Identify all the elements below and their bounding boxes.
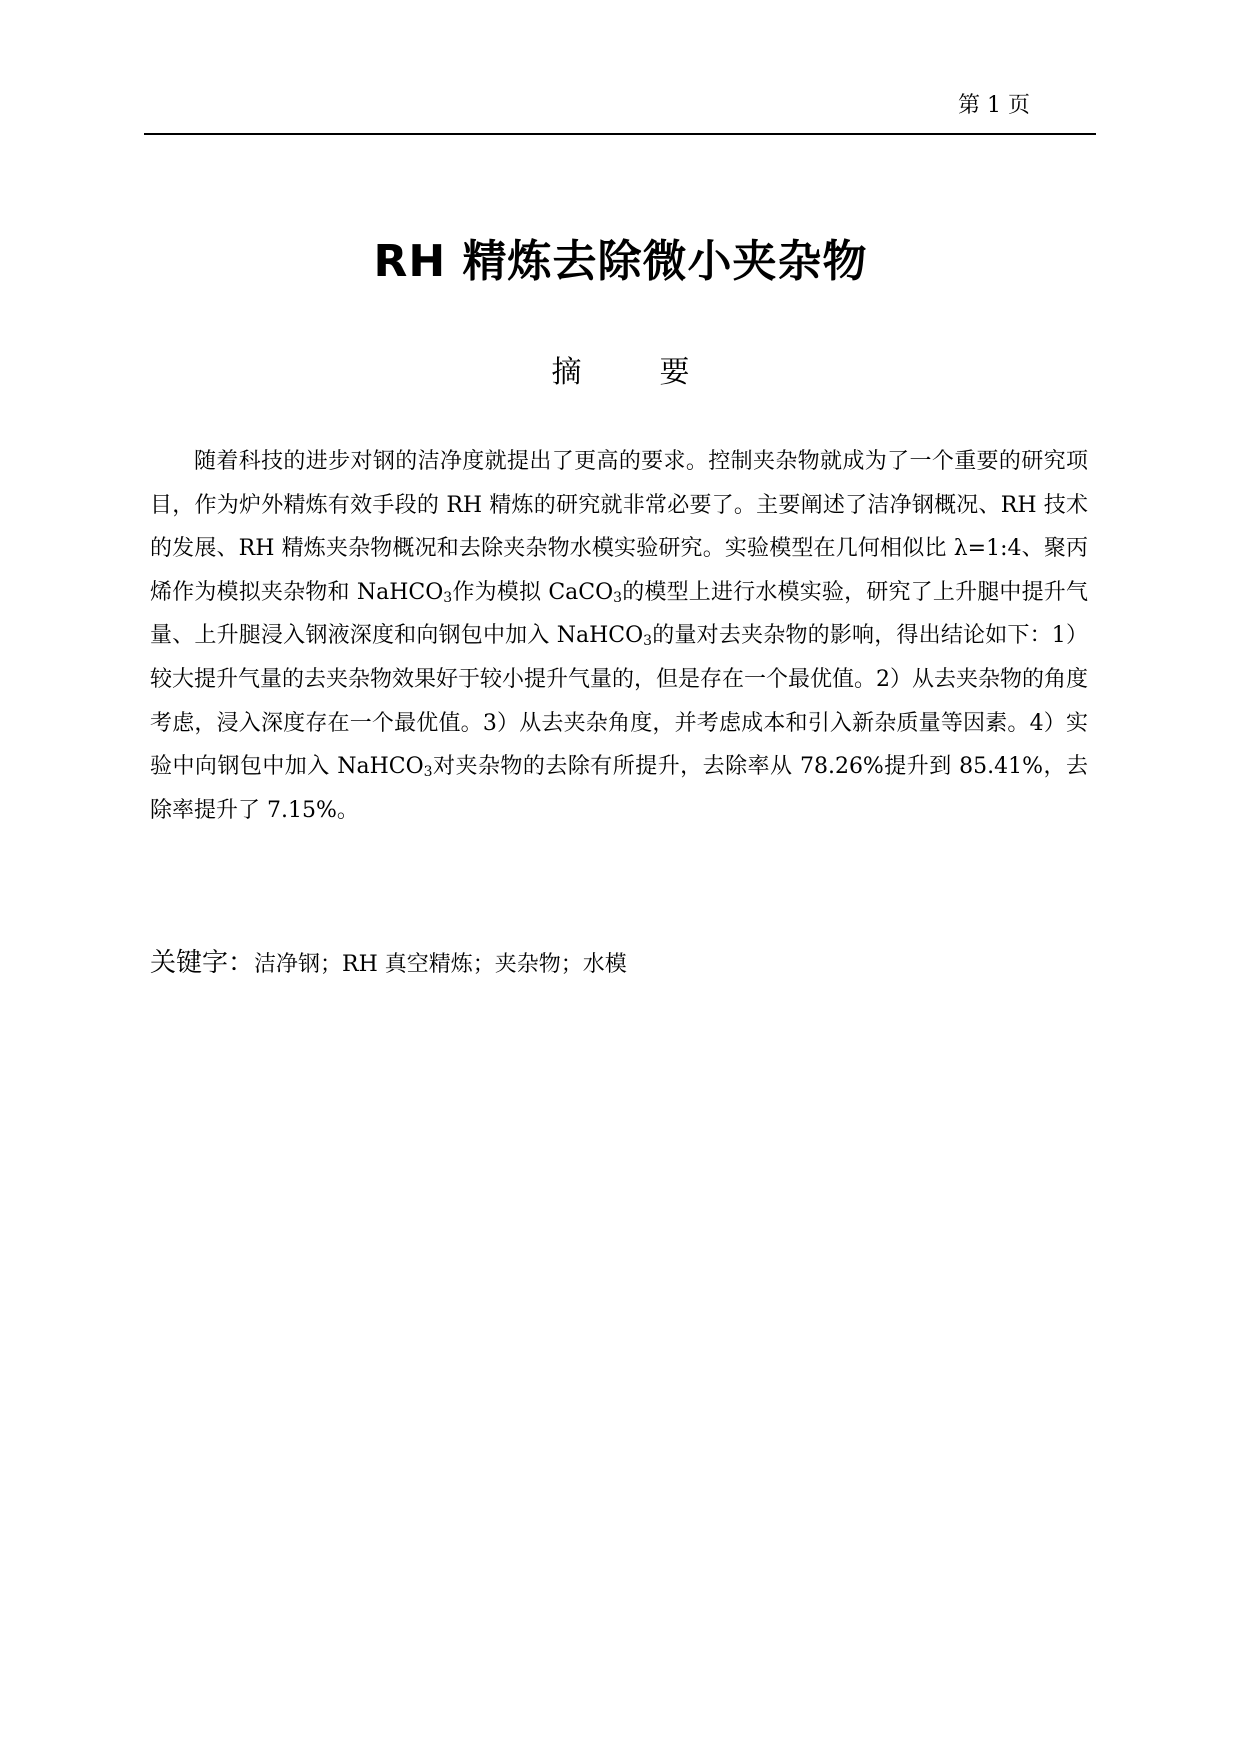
keywords-value: 洁净钢；RH 真空精炼；夹杂物；水模 [254, 952, 627, 977]
header-divider [144, 133, 1096, 135]
document-title: RH 精炼去除微小夹杂物 [373, 236, 868, 287]
page-number: 第 1 页 [958, 93, 1030, 118]
abstract-heading-char-1: 摘 [551, 355, 582, 390]
subscript-3: 3 [423, 764, 433, 781]
abstract-text-part-3: 的模型上进行水模实验，研究了上升腿中提升气量、上升腿浸入钢液深度和向钢包中加入 NaHCO [150, 579, 1088, 649]
abstract-heading [0, 347, 1241, 391]
keywords-line [150, 942, 1090, 979]
subscript-3: 3 [613, 589, 623, 606]
abstract-text-part-5: 对夹杂物的去除有所提升，去除率从 78.26%提升到 85.41%，去除率提升了 7.15%。 [150, 754, 1088, 823]
abstract-text-part-4: 的量对去夹杂物的影响，得出结论如下：1）较大提升气量的去夹杂物效果好于较小提升气量的，但是存在一个最优值。2）从去夹杂物的角度考虑，浸入深度存在一个最优值。3）从去夹杂角度，并考虑成本和引入新杂质量等因素。4）实验中向钢包中加入 NaHCO [150, 623, 1089, 780]
keywords-label: 关键字： [150, 948, 255, 978]
abstract-text-part-2: 作为模拟 CaCO [452, 579, 614, 605]
abstract-heading-char-2: 要 [659, 355, 690, 390]
abstract-body [150, 440, 1088, 832]
abstract-text-part-1: 随着科技的进步对钢的洁净度就提出了更高的要求。控制夹杂物就成为了一个重要的研究项目，作为炉外精炼有效手段的 RH 精炼的研究就非常必要了。主要阐述了洁净钢概况、RH 技术的发展、RH 精炼夹杂物概况和去除夹杂物水模实验研究。实验模型在几何相似比 λ=1:4、聚丙烯作为模拟夹杂物和 NaHCO [150, 449, 1088, 605]
subscript-3: 3 [643, 633, 653, 650]
subscript-3: 3 [443, 589, 453, 606]
